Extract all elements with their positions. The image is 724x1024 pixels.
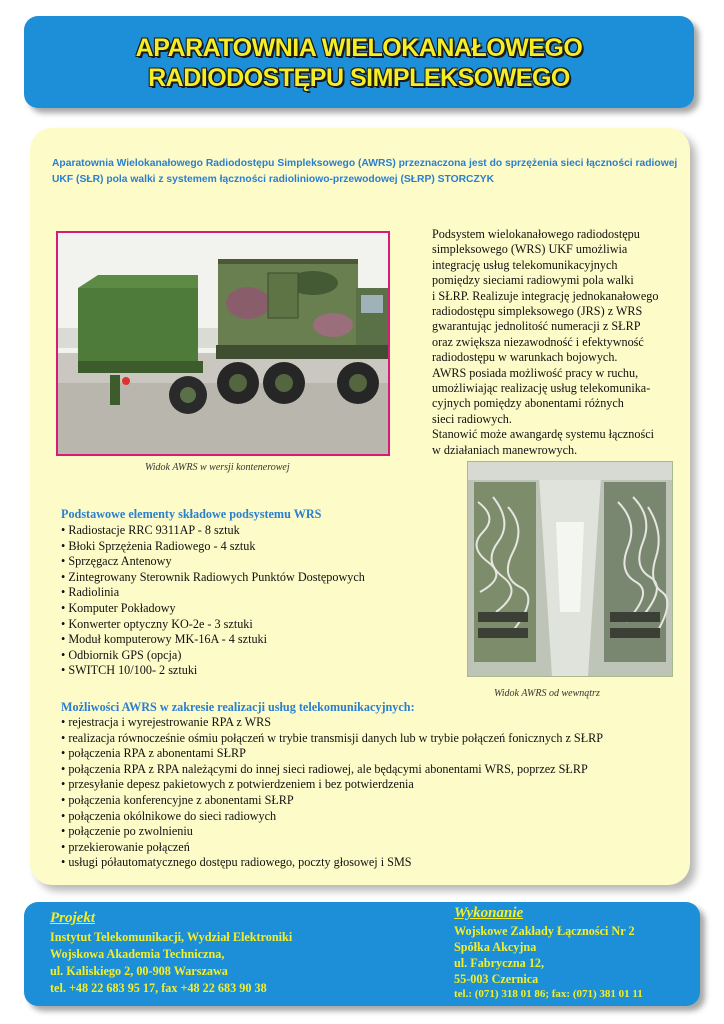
page-title-line-2: RADIODOSTĘPU SIMPLEKSOWEGO (148, 64, 570, 92)
list-item: • rejestracja i wyrejestrowanie RPA z WRS (61, 715, 681, 731)
description-line: radiodostępu w warunkach bojowych. (432, 350, 618, 365)
description-line: Stanowić może awangardę systemu łączności (432, 427, 655, 442)
header-banner (24, 16, 694, 108)
list-item: • Odbiornik GPS (opcja) (61, 648, 461, 664)
list-item: • Komputer Pokładowy (61, 601, 461, 617)
contractor-phone: tel.: (071) 318 01 86; fax: (071) 381 01 11 (454, 988, 643, 1000)
list-item: • Błoki Sprzężenia Radiowego - 4 sztuk (61, 539, 461, 555)
project-label: Projekt (50, 910, 95, 926)
list-item: • przekierowanie połączeń (61, 840, 681, 856)
description-line: w działaniach manewrowych. (432, 442, 578, 457)
description-line: i SŁRP. Realizuje integrację jednokanałowego (432, 288, 659, 303)
list-item: • SWITCH 10/100- 2 sztuki (61, 663, 461, 679)
description-line: pomiędzy sieciami radiowymi pola walki (432, 273, 634, 288)
description-line: umożliwiając realizację usług telekomunika- (432, 381, 651, 396)
list-item: • Radiostacje RRC 9311AP - 8 sztuk (61, 523, 461, 539)
description-line: integrację usług telekomunikacyjnych (432, 257, 618, 272)
contractor-line: 55-003 Czernica (454, 972, 539, 986)
list-item: • usługi półautomatycznego dostępu radiowego, poczty głosowej i SMS (61, 855, 681, 871)
contractor-label: Wykonanie (454, 905, 524, 921)
contractor-line: ul. Fabryczna 12, (454, 956, 545, 970)
description-line: simpleksowego (WRS) UKF umożliwia (432, 242, 628, 257)
description-line: gwarantując jednolitość numeracji z SŁRP (432, 319, 641, 334)
list-item: • Sprzęgacz Antenowy (61, 554, 461, 570)
contractor-line: Wojskowe Zakłady Łączności Nr 2 (454, 924, 635, 938)
truck-photo-caption: Widok AWRS w wersji kontenerowej (145, 462, 290, 473)
list-item: • Zintegrowany Sterownik Radiowych Punktów Dostępowych (61, 570, 461, 586)
intro-paragraph: Aparatownia Wielokanałowego Radiodostępu Simpleksowego (AWRS) przeznaczona jest do sprzężenia sieci łączności radiowej UKF (SŁR) pola walki z systemem łączności radioliniowo-przewodowej (SŁRP) STORCZYK (52, 158, 678, 185)
interior-photo-caption: Widok AWRS od wewnątrz (494, 688, 600, 699)
list-item: • realizacja równocześnie ośmiu połączeń w trybie transmisji danych lub w trybie połączeń fonicznych z SŁRP (61, 731, 681, 747)
list-item: • Radiolinia (61, 585, 461, 601)
list-item: • połączenia RPA z RPA należącymi do innej sieci radiowej, ale będącymi abonentami WRS, poprzez SŁRP (61, 762, 681, 778)
components-heading: Podstawowe elementy składowe podsystemu WRS (61, 507, 322, 521)
page-title-line-1: APARATOWNIA WIELOKANAŁOWEGO (135, 34, 583, 62)
project-line: ul. Kaliskiego 2, 00-908 Warszawa (50, 964, 228, 978)
project-line: Wojskowa Akademia Techniczna, (50, 947, 225, 961)
description-line: Podsystem wielokanałowego radiodostępu (432, 227, 640, 241)
list-item: • połączenia RPA z abonentami SŁRP (61, 746, 681, 762)
interior-photo (467, 461, 673, 677)
list-item: • Moduł komputerowy MK-16A - 4 sztuki (61, 632, 461, 648)
list-item: • Konwerter optyczny KO-2e - 3 sztuki (61, 617, 461, 633)
list-item: • połączenia okólnikowe do sieci radiowych (61, 809, 681, 825)
list-item: • połączenia konferencyjne z abonentami SŁRP (61, 793, 681, 809)
capabilities-heading: Możliwości AWRS w zakresie realizacji usług telekomunikacyjnych: (61, 700, 415, 714)
components-list (61, 523, 461, 679)
description-text (432, 227, 684, 458)
project-line: Instytut Telekomunikacji, Wydział Elektroniki (50, 930, 293, 944)
project-line: tel. +48 22 683 95 17, fax +48 22 683 90 38 (50, 981, 267, 995)
truck-photo (56, 231, 390, 456)
description-line: cyjnych pomiędzy abonentami różnych (432, 396, 624, 411)
description-line: oraz zwiększa niezawodność i efektywność (432, 334, 644, 349)
list-item: • przesyłanie depesz pakietowych z potwierdzeniem i bez potwierdzenia (61, 777, 681, 793)
contractor-line: Spółka Akcyjna (454, 940, 537, 954)
list-item: • połączenie po zwolnieniu (61, 824, 681, 840)
capabilities-list (61, 715, 681, 871)
description-line: radiodostępu simpleksowego (JRS) z WRS (432, 304, 643, 319)
description-line: AWRS posiada możliwość pracy w ruchu, (432, 365, 639, 380)
footer-banner (24, 902, 700, 1006)
description-line: sieci radiowych. (432, 411, 512, 426)
